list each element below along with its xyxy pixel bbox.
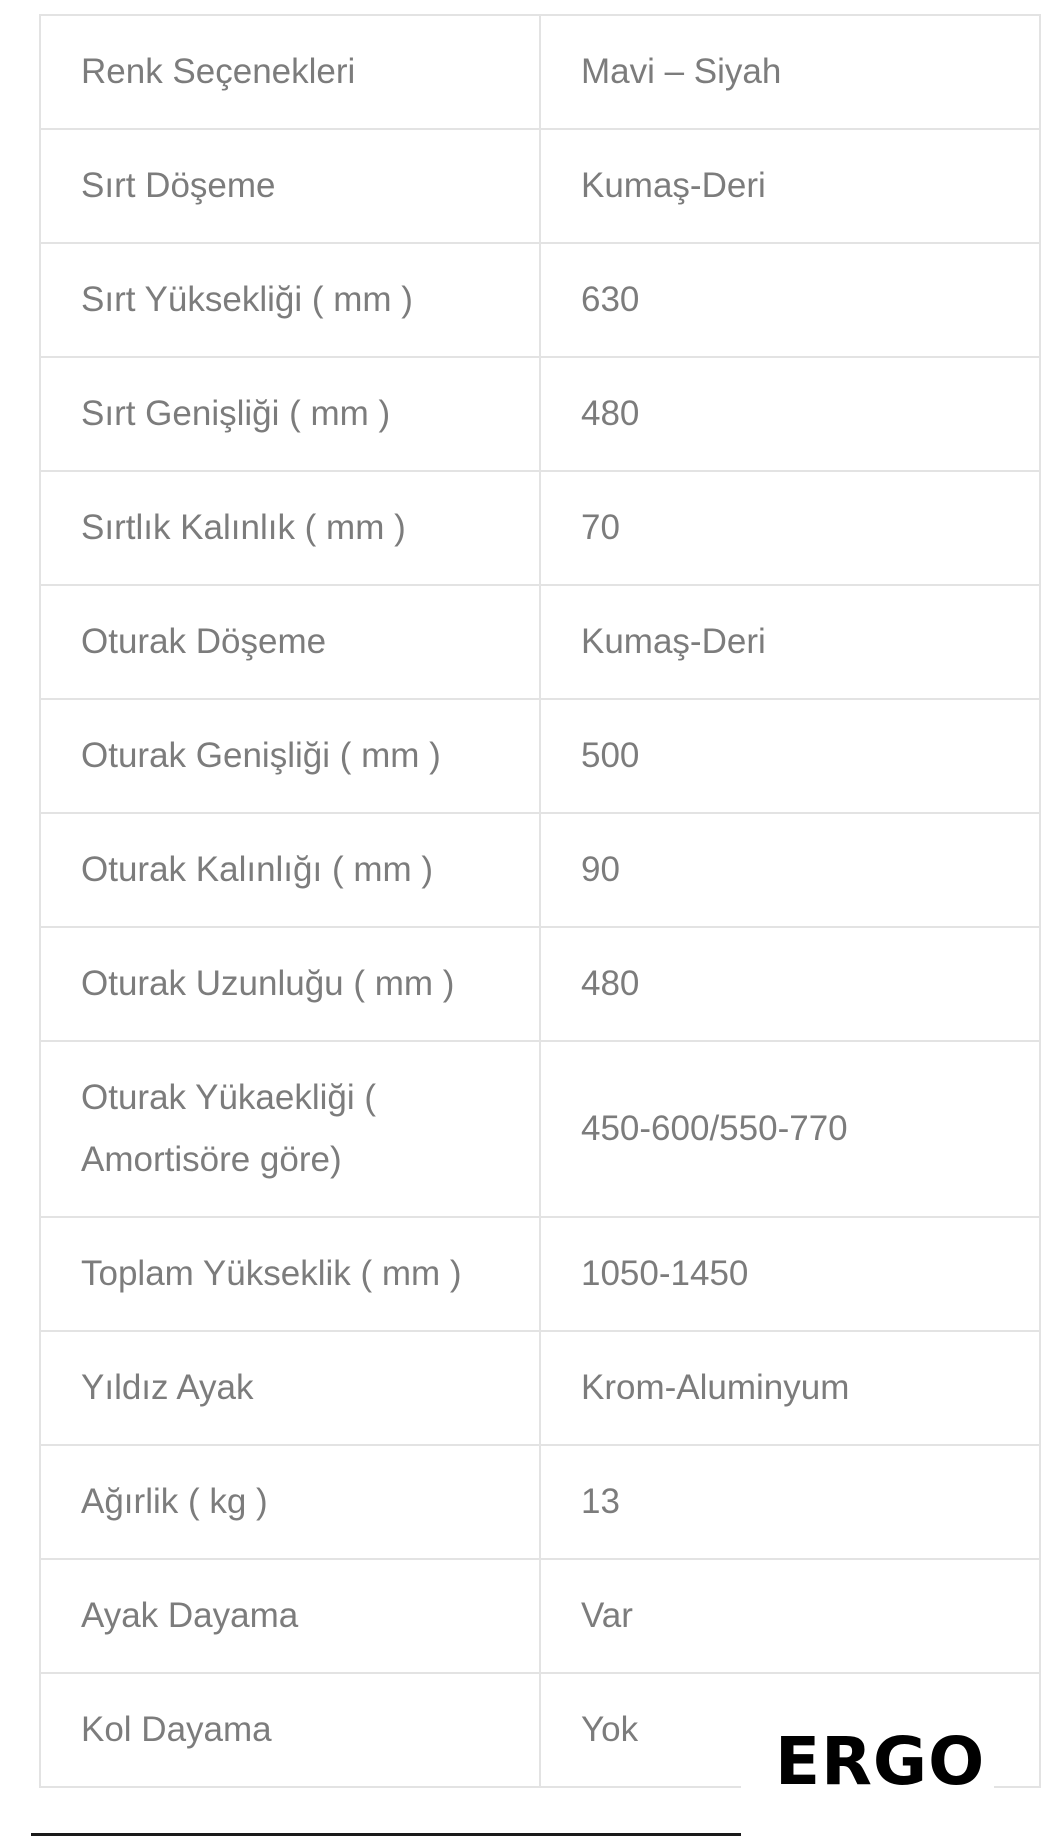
table-row [40,357,1040,471]
spec-value: Kumaş-Deri [540,585,1040,699]
spec-label: Sırt Yüksekliği ( mm ) [40,243,540,357]
spec-label: Sırt Döşeme [40,129,540,243]
table-row [40,1331,1040,1445]
spec-value: Var [540,1559,1040,1673]
spec-label: Yıldız Ayak [40,1331,540,1445]
ergo-watermark: ERGO [775,1723,986,1800]
spec-value: 70 [540,471,1040,585]
table-row [40,699,1040,813]
spec-value: 13 [540,1445,1040,1559]
spec-label: Oturak Genişliği ( mm ) [40,699,540,813]
table-row [40,1041,1040,1217]
table-row [40,471,1040,585]
spec-label: Renk Seçenekleri [40,15,540,129]
spec-label: Kol Dayama [40,1673,540,1787]
table-row [40,927,1040,1041]
table-row [40,15,1040,129]
table-row [40,1217,1040,1331]
spec-value: Mavi – Siyah [540,15,1040,129]
table-row [40,813,1040,927]
spec-label: Oturak Uzunluğu ( mm ) [40,927,540,1041]
table-row [40,585,1040,699]
spec-value: 500 [540,699,1040,813]
spec-value: 630 [540,243,1040,357]
spec-label: Ayak Dayama [40,1559,540,1673]
specification-table [39,14,1041,1788]
spec-label: Sırt Genişliği ( mm ) [40,357,540,471]
table-row [40,1445,1040,1559]
spec-value: Kumaş-Deri [540,129,1040,243]
spec-value: 90 [540,813,1040,927]
spec-label: Toplam Yükseklik ( mm ) [40,1217,540,1331]
spec-value: Krom-Aluminyum [540,1331,1040,1445]
spec-value: 480 [540,357,1040,471]
spec-label: Oturak Yükaekliği ( Amortisöre göre) [40,1041,540,1217]
spec-value: 480 [540,927,1040,1041]
spec-label: Sırtlık Kalınlık ( mm ) [40,471,540,585]
spec-value: Yok [540,1673,1040,1787]
table-row [40,1559,1040,1673]
spec-label: Oturak Döşeme [40,585,540,699]
table-row [40,129,1040,243]
spec-value: 450-600/550-770 [540,1041,1040,1217]
spec-value: 1050-1450 [540,1217,1040,1331]
spec-label: Ağırlik ( kg ) [40,1445,540,1559]
spec-label: Oturak Kalınlığı ( mm ) [40,813,540,927]
table-row [40,243,1040,357]
